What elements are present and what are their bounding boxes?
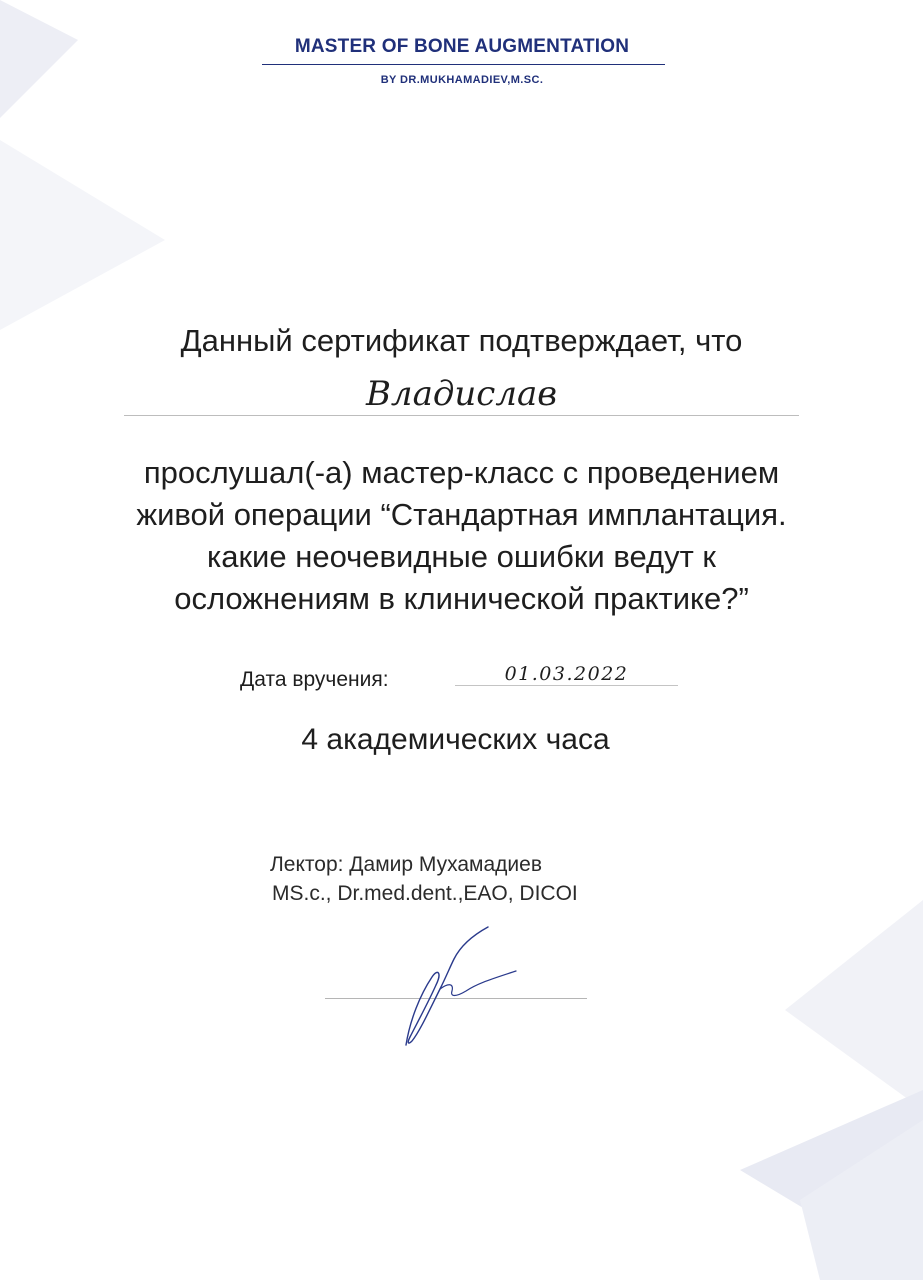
date-value: 01.03.2022 (504, 663, 629, 685)
body-line: осложнениям в клинической практике?” (174, 581, 749, 616)
lecturer-name: Лектор: Дамир Мухамадиев (270, 853, 542, 876)
body-line: прослушал(-а) мастер-класс с проведением (143, 455, 780, 490)
date-underline (455, 685, 678, 686)
brand-title: MASTER OF BONE AUGMENTATION (294, 36, 630, 57)
body-line: какие неочевидные ошибки ведут к (207, 539, 716, 574)
brand-subtitle: BY DR.MUKHAMADIEV,M.SC. (380, 74, 544, 86)
lecturer-block (270, 850, 578, 908)
brand-header (0, 36, 923, 96)
date-label: Дата вручения: (240, 668, 389, 691)
signature (380, 925, 530, 1050)
lecturer-credentials: MS.c., Dr.med.dent.,EAO, DICOI (272, 882, 578, 905)
certificate-intro: Данный сертификат подтверждает, что (180, 323, 743, 358)
certificate-body (0, 452, 923, 620)
brand-divider (262, 64, 665, 65)
recipient-name: Владислав (365, 374, 558, 414)
recipient-name-underline (124, 415, 799, 416)
body-line: живой операции “Стандартная имплантация. (136, 497, 787, 532)
academic-hours: 4 академических часа (301, 723, 610, 756)
